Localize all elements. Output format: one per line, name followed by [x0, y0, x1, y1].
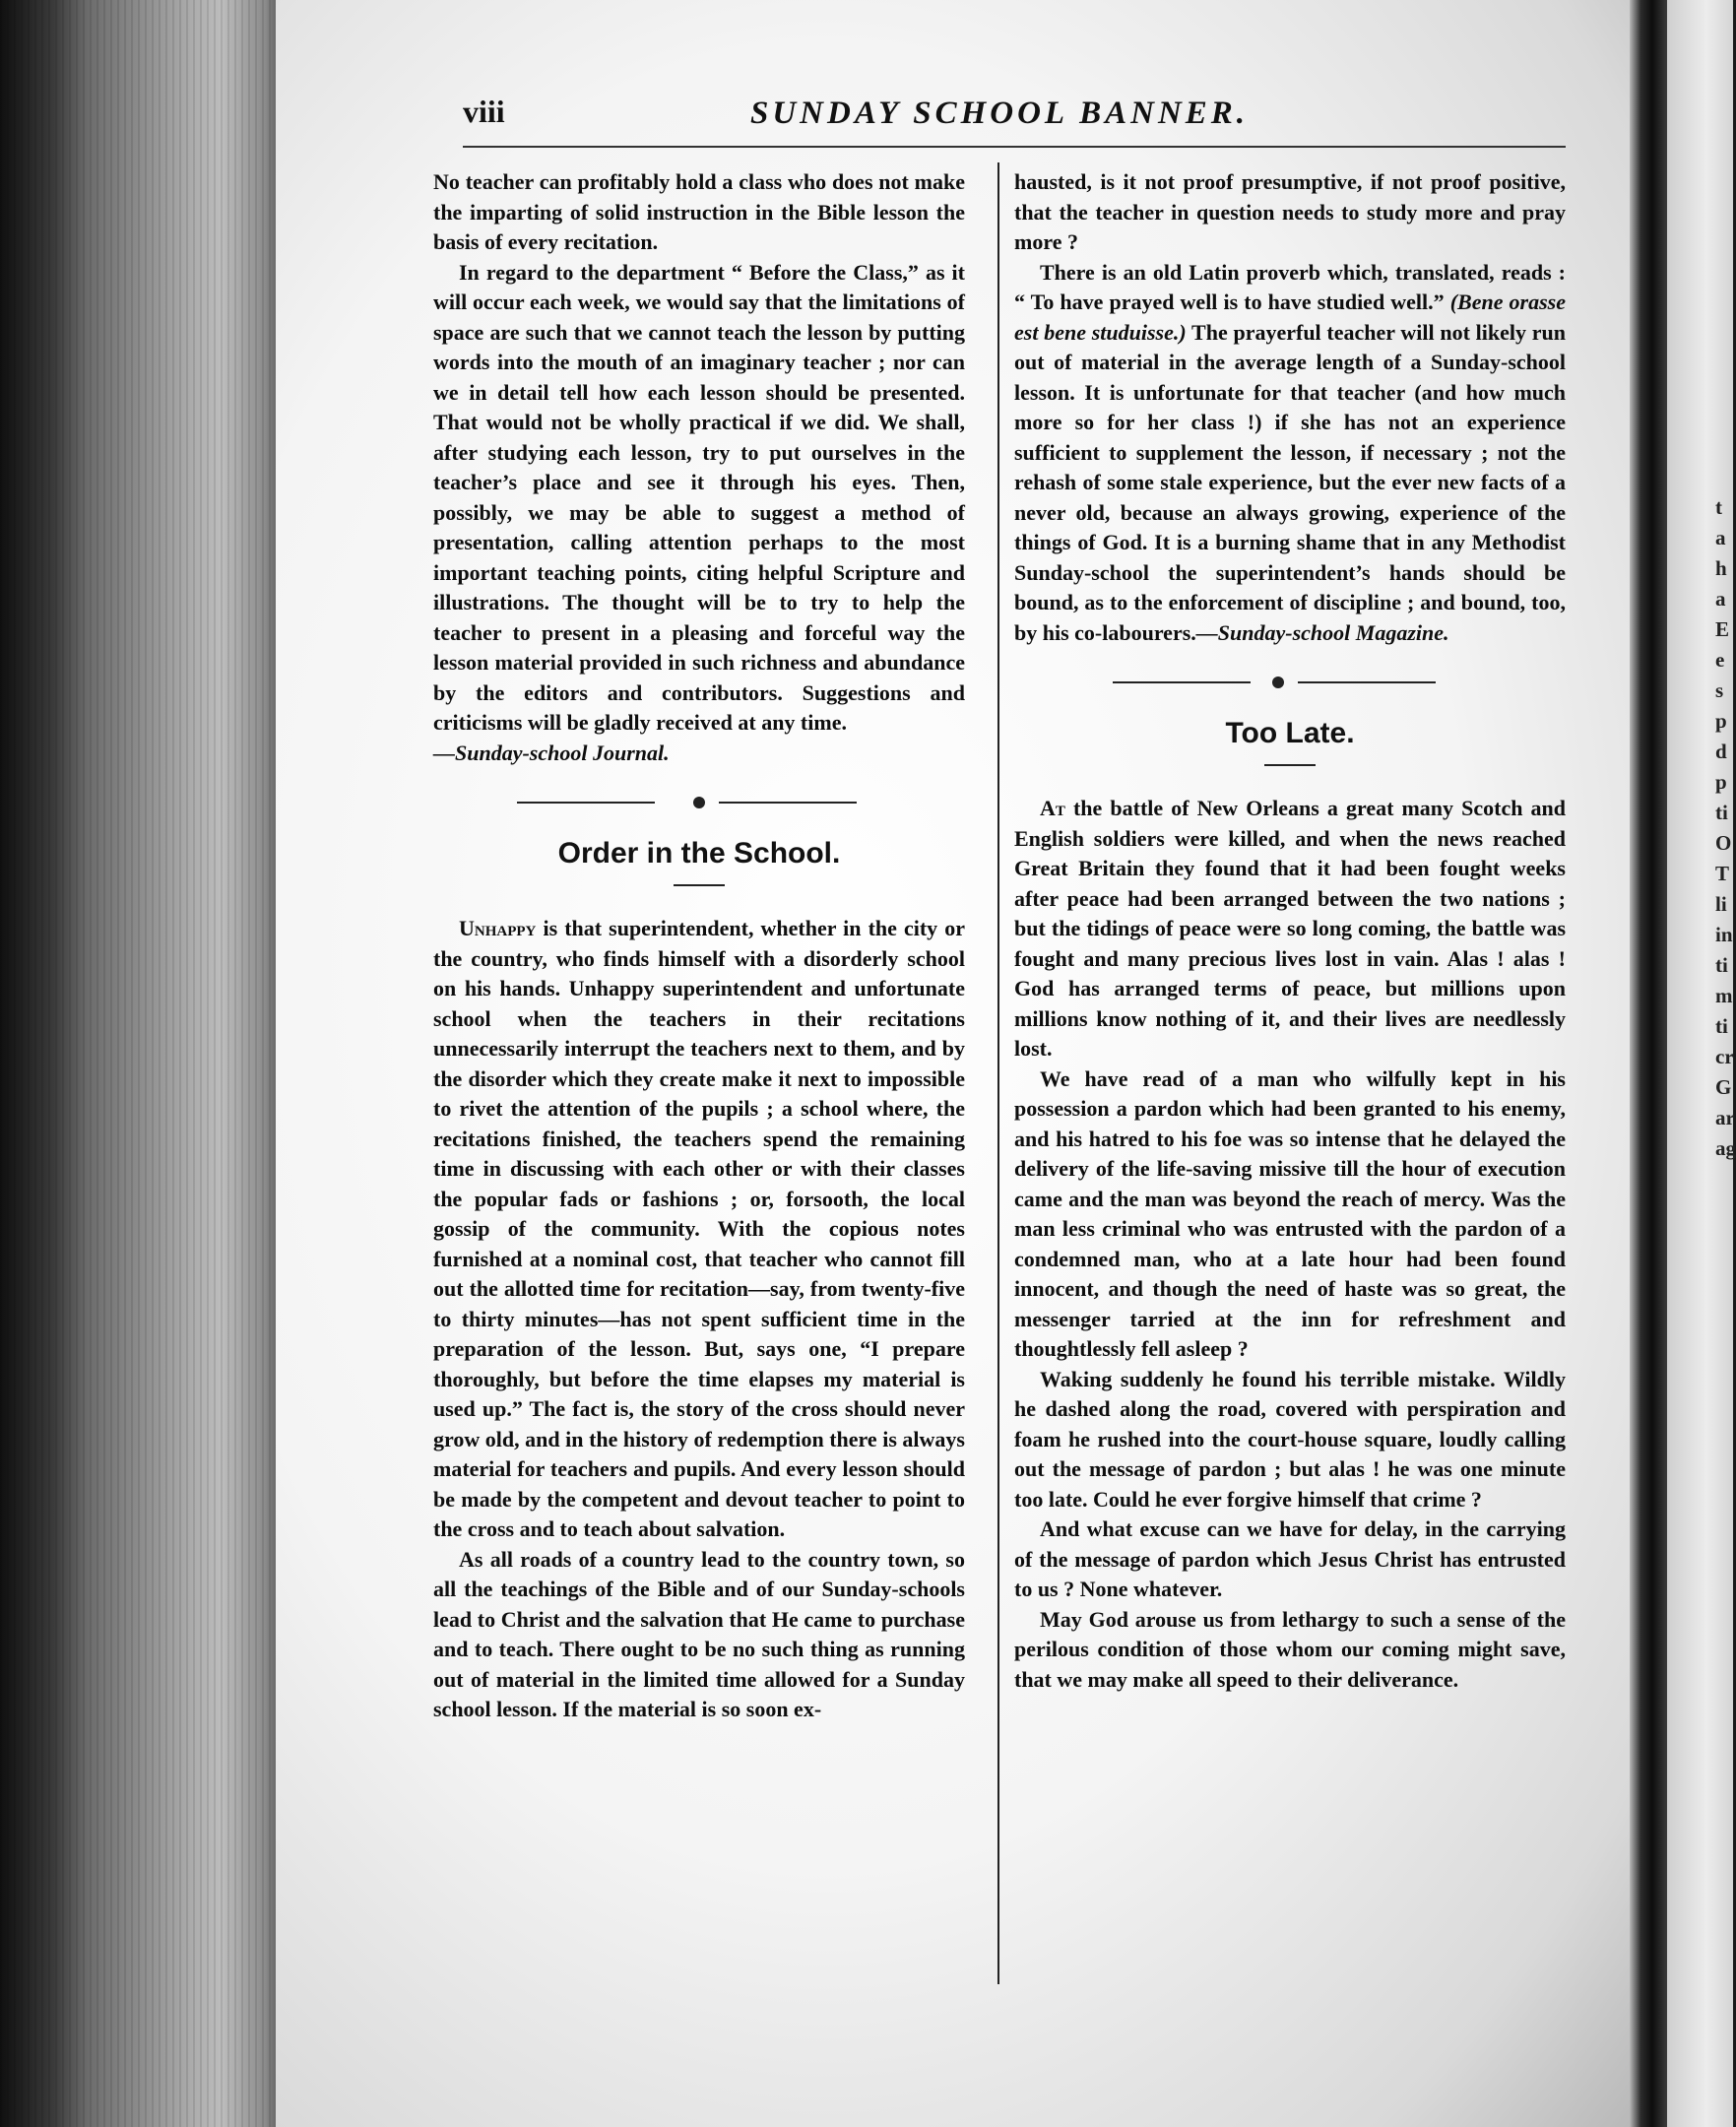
article-title: Too Late.	[1225, 717, 1355, 749]
paragraph	[1014, 258, 1566, 649]
page-number: viii	[463, 94, 505, 129]
attribution: —Sunday-school Journal.	[433, 740, 670, 765]
latin-proverb: (Bene orasse est bene studuisse.)	[1014, 290, 1567, 345]
title-rule	[1264, 764, 1316, 766]
header-rule	[463, 146, 1566, 148]
section-ornament	[1014, 668, 1566, 697]
paragraph: We have read of a man who wilfully kept in his possession a pardon which had been granted to his enemy, and his hatred to his foe was so intense that he delayed the delivery of the life-saving missive till the hour of execution came and the man was beyond the reach of mercy. Was the man less criminal who was entrusted with the pardon of a condemned man, who at a late hour had been found innocent, and though the need of haste was so great, the messenger tarried at the inn for refreshment and thoughtlessly fell asleep ?	[1014, 1065, 1566, 1361]
ornament-line	[517, 802, 655, 804]
paragraph: No teacher can profitably hold a class who does not make the imparting of solid instruction in the Bible lesson the basis of every recitation.	[433, 169, 965, 254]
paragraph: And what excuse can we have for delay, in the carrying of the message of pardon which Jesus Christ has entrusted to us ? None whatever.	[1014, 1516, 1566, 1601]
paragraph: hausted, is it not proof presumptive, if not proof positive, that the teacher in question needs to study more and pray more ?	[1014, 169, 1566, 254]
ornament-line	[1298, 681, 1436, 683]
facing-page-text-fragment: t a h a E e s p d p ti O T li in ti m ti cr G ar ag	[1715, 495, 1736, 1160]
book-gutter	[1630, 0, 1667, 2127]
article-title: Order in the School.	[557, 837, 841, 870]
ornament-dot	[1272, 677, 1284, 688]
ornament-dot	[693, 797, 705, 808]
paragraph-text: is that superintendent, whether in the city or the country, who finds himself with a disorderly school on his hands. Unhappy superintendent and unfortunate school when the teachers in their recitations unnecessarily interrupt the teachers next to them, and by the disorder which they create make it next to impossible to rivet the attention of the pupils ; a school where, the recitations finished, the teachers spend the remaining time in discussing with each other or with their classes the popular fads or fashions ; or, forsooth, the local gossip of the community. With the copious notes furnished at a nominal cost, that teacher who cannot fill out the allotted time for recitation—say, from twenty-five to thirty minutes—has not spent sufficient time in the preparation of the lesson. But, says one, “I prepare thoroughly, but before the time elapses my material is used up.” The fact is, the story of the cross should never grow old, and in the history of redemption there is always material for teachers and pupils. And every lesson should be made by the competent and devout teacher to point to the cross and to teach about salvation.	[433, 916, 965, 1541]
paragraph: As all roads of a country lead to the country town, so all the teachings of the Bible and of our Sunday-schools lead to Christ and the salvation that He came to purchase and to teach. There ought to be no such thing as running out of material in the limited time allowed for a Sunday school lesson. If the material is so soon ex-	[433, 1546, 965, 1721]
title-rule	[674, 884, 725, 886]
ornament-line	[719, 802, 857, 804]
book-spine-edge	[0, 0, 295, 2127]
paragraph-text: The prayerful teacher will not likely run out of material in the average length of a Sunday-school lesson. It is unfortunate for that teacher (and how much more so for her class !) if she has not an experience sufficient to supplement the lesson, if necessary ; not the rehash of some stale experience, but the ever new facts of a never old, because an always growing, experience of the things of God. It is a burning shame that in any Methodist Sunday-school the superintendent’s hands should be bound, as to the enforcement of discipline ; and bound, too, by his co-labourers.	[1014, 319, 1566, 645]
paragraph-text: In regard to the department “ Before the Class,” as it will occur each week, we would say that the limitations of space are such that we cannot teach the lesson by putting words into the mouth of an imaginary teacher ; nor can we in detail tell how each lesson should be presented. That would not be wholly practical if we did. We shall, after studying each lesson, try to put ourselves in the teacher’s place and see it through his eyes. Then, possibly, we may be able to suggest a method of presentation, calling attention perhaps to the most important teaching points, citing helpful Scripture and illustrations. The thought will be to try to help the teacher to present in a pleasing and forceful way the lesson material provided in such richness and abundance by the editors and contributors. Suggestions and criticisms will be gladly received at any time.	[433, 259, 965, 735]
paragraph	[433, 914, 965, 1545]
lead-word: Unhappy	[459, 916, 537, 940]
paragraph	[1014, 794, 1566, 1064]
page-header	[463, 94, 1310, 143]
paragraph-text: There is an old Latin proverb which, translated, reads : “ To have prayed well is to have studied well.”	[1014, 259, 1566, 314]
paragraph: Waking suddenly he found his terrible mistake. Wildly he dashed along the road, covered with perspiration and foam he rushed into the court-house square, loudly calling out the message of pardon ; but alas ! he was one minute too late. Could he ever forgive himself that crime ?	[1014, 1366, 1566, 1512]
attribution: —Sunday-school Magazine.	[1195, 619, 1449, 645]
section-ornament	[433, 788, 965, 817]
left-column	[433, 167, 965, 1725]
right-column	[1014, 167, 1566, 1695]
lead-word: At	[1040, 796, 1065, 820]
paragraph: May God arouse us from lethargy to such a sense of the perilous condition of those whom our coming might save, that we may make all speed to their deliverance.	[1014, 1606, 1566, 1692]
paragraph	[433, 258, 965, 769]
running-title: SUNDAY SCHOOL BANNER.	[750, 96, 1250, 131]
paragraph-text: the battle of New Orleans a great many Scotch and English soldiers were killed, and when the news reached Great Britain they found that it had been fought weeks after peace had been arranged between the two nations ; but the tidings of peace were so long coming, the battle was fought and many precious lives lost in vain. Alas ! alas ! God has arranged terms of peace, but millions upon millions know nothing of it, and their lives are needlessly lost.	[1014, 796, 1566, 1061]
column-divider	[997, 162, 999, 1984]
ornament-line	[1113, 681, 1251, 683]
